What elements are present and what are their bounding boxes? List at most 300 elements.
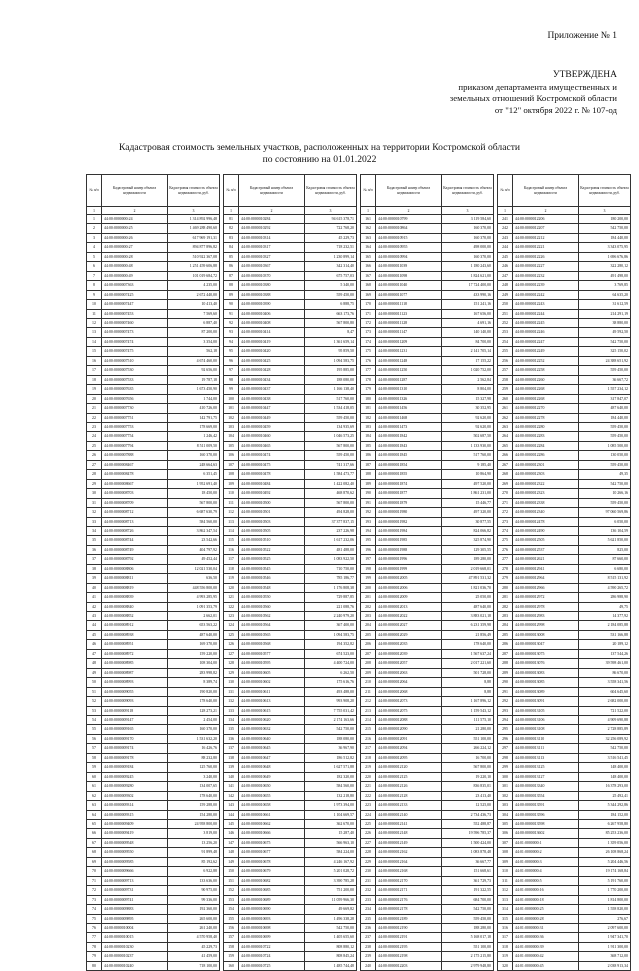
cadastral-number: 44:00:0000008467: [102, 460, 168, 469]
cadastral-value: 8,88: [442, 678, 494, 687]
table-row: [87, 829, 220, 838]
row-number: 305: [498, 820, 513, 829]
cadastral-value: 90 975,00: [168, 886, 220, 895]
cadastral-number: 44:00:0000012198: [376, 952, 442, 961]
cadastral-number: 44:00:0000010367: [239, 262, 305, 271]
row-number: 280: [498, 583, 513, 592]
cadastral-value: 32 256 089,92: [579, 734, 631, 743]
table-row: [498, 905, 631, 914]
row-number: 122: [224, 602, 239, 611]
cadastral-value: 160 370,00: [442, 224, 494, 233]
row-number: 186: [361, 451, 376, 460]
table-row: [224, 347, 357, 356]
table-row: [87, 687, 220, 696]
table-row: [224, 942, 357, 951]
cadastral-number: 44:00:0000010437: [239, 385, 305, 394]
cadastral-value: 4 993 285,95: [168, 593, 220, 602]
cadastral-number: 44:00:0000012022: [376, 612, 442, 621]
row-number: 178: [361, 375, 376, 384]
row-number: 80: [87, 961, 102, 970]
cadastral-number: 44:00:0000010722: [239, 942, 305, 951]
cadastral-value: 16 700,00: [442, 753, 494, 762]
cadastral-number: 44:00:0000012126: [376, 782, 442, 791]
row-number: 155: [224, 914, 239, 923]
table-row: [361, 356, 494, 365]
cadastral-number: 44:00:0000008938: [102, 630, 168, 639]
row-number: 168: [361, 281, 376, 290]
row-number: 281: [498, 593, 513, 602]
cadastral-value: 542 750,00: [305, 923, 357, 932]
row-number: 93: [224, 328, 239, 337]
table-row: [87, 791, 220, 800]
row-number: 202: [361, 602, 376, 611]
cadastral-number: 44:00:0000012013: [376, 602, 442, 611]
cadastral-value: 481 488,00: [305, 545, 357, 554]
table-row: [224, 441, 357, 450]
cadastral-number: 44:00:0000008726: [102, 526, 168, 535]
row-number: 21: [87, 404, 102, 413]
row-number: 181: [361, 404, 376, 413]
row-number: 313: [498, 895, 513, 904]
cadastral-value: 362 670,00: [305, 820, 357, 829]
table-row: [361, 526, 494, 535]
cadastral-value: 675 757,03: [305, 271, 357, 280]
table-row: [361, 630, 494, 639]
cadastral-value: 1 496 338,28: [305, 914, 357, 923]
cadastral-value: 10 266,16: [579, 489, 631, 498]
row-number: 78: [87, 942, 102, 951]
cadastral-number: 44:00:0000000:25: [102, 224, 168, 233]
row-number: 6: [87, 262, 102, 271]
table-row: [498, 347, 631, 356]
table-row: [224, 318, 357, 327]
cadastral-number: 44:00:0000012280: [513, 422, 579, 431]
cadastral-number: 44:00:0000010460: [239, 432, 305, 441]
table-row: [361, 933, 494, 942]
table-row: [87, 923, 220, 932]
cadastral-value: 12 525,00: [442, 801, 494, 810]
table-row: [361, 385, 494, 394]
cadastral-value: 128 273,21: [168, 706, 220, 715]
table-row: [498, 422, 631, 431]
table-row: [361, 460, 494, 469]
cadastral-number: 44:00:0000012301: [513, 460, 579, 469]
cadastral-value: 653 563,22: [168, 621, 220, 630]
row-number: 257: [498, 366, 513, 375]
row-number: 222: [361, 791, 376, 800]
row-number: 214: [361, 716, 376, 725]
table-row: [224, 432, 357, 441]
table-row: [498, 697, 631, 706]
cadastral-number: 44:00:0000012075: [376, 706, 442, 715]
table-row: [224, 772, 357, 781]
row-number: 303: [498, 801, 513, 810]
table-row: [361, 508, 494, 517]
cadastral-number: 44:00:0000010613: [239, 697, 305, 706]
row-number: 312: [498, 886, 513, 895]
cadastral-value: 13 256,20: [168, 838, 220, 847]
row-number: 58: [87, 753, 102, 762]
cadastral-number: 44:00:0000010568: [239, 640, 305, 649]
cadastral-number: 44:00:0000008993: [102, 678, 168, 687]
header-column-number: 1: [224, 207, 239, 215]
table-row: [87, 366, 220, 375]
cadastral-number: 44:00:0000010564: [239, 621, 305, 630]
cadastral-value: 729 887,85: [305, 593, 357, 602]
cadastral-value: 24 958 800,00: [168, 820, 220, 829]
row-number: 226: [361, 829, 376, 838]
table-row: [361, 479, 494, 488]
cadastral-number: 44:00:0000012206: [513, 215, 579, 224]
row-number: 101: [224, 404, 239, 413]
table-row: [498, 508, 631, 517]
row-number: 2: [87, 224, 102, 233]
cadastral-table-block: [360, 174, 494, 971]
cadastral-number: 44:01:0000000:2: [513, 848, 579, 857]
table-row: [87, 404, 220, 413]
cadastral-value: 741 317,66: [305, 460, 357, 469]
cadastral-value: 542 750,00: [579, 744, 631, 753]
cadastral-number: 44:00:0000010678: [239, 857, 305, 866]
cadastral-table-block: [86, 174, 220, 971]
cadastral-number: 44:00:0000007530: [102, 366, 168, 375]
cadastral-number: 44:00:0000008840: [102, 602, 168, 611]
row-number: 59: [87, 763, 102, 772]
row-number: 128: [224, 659, 239, 668]
row-number: 13: [87, 328, 102, 337]
cadastral-value: 8,47: [305, 328, 357, 337]
table-row: [224, 876, 357, 885]
cadastral-value: 501 728,00: [442, 668, 494, 677]
table-row: [361, 687, 494, 696]
table-row: [498, 961, 631, 970]
row-number: 65: [87, 820, 102, 829]
table-row: [87, 224, 220, 233]
cadastral-value: 1 159 543,12: [442, 706, 494, 715]
row-number: 135: [224, 725, 239, 734]
cadastral-value: 49,35: [579, 470, 631, 479]
cadastral-number: 44:00:0000009184: [102, 763, 168, 772]
cadastral-value: 2 662,01: [168, 612, 220, 621]
row-number: 56: [87, 734, 102, 743]
cadastral-value: 151 241,16: [442, 300, 494, 309]
cadastral-number: 44:00:0000012162: [376, 848, 442, 857]
row-number: 254: [498, 337, 513, 346]
cadastral-number: 44:00:0000010693: [239, 914, 305, 923]
cadastral-number: 44:00:0000012260: [513, 375, 579, 384]
table-row: [87, 838, 220, 847]
row-number: 276: [498, 545, 513, 554]
table-row: [498, 489, 631, 498]
cadastral-number: 44:00:0000007656: [102, 394, 168, 403]
cadastral-value: 559 450,00: [579, 432, 631, 441]
row-number: 315: [498, 914, 513, 923]
table-row: [498, 649, 631, 658]
cadastral-value: 6 922,88: [168, 867, 220, 876]
row-number: 97: [224, 366, 239, 375]
table-row: [361, 753, 494, 762]
table-row: [498, 716, 631, 725]
cadastral-value: 17 724 400,00: [442, 281, 494, 290]
row-number: 44: [87, 621, 102, 630]
cadastral-value: 1 230 899,14: [305, 252, 357, 261]
cadastral-number: 44:00:0000013111: [513, 744, 579, 753]
table-row: [224, 886, 357, 895]
cadastral-value: 1 911 300,00: [579, 942, 631, 951]
cadastral-number: 44:00:0000007510: [102, 356, 168, 365]
cadastral-value: 178 669,00: [168, 422, 220, 431]
cadastral-number: 44:00:0000012128: [376, 791, 442, 800]
table-row: [224, 716, 357, 725]
row-number: 161: [361, 215, 376, 224]
cadastral-value: 283 998,82: [168, 668, 220, 677]
row-number: 99: [224, 385, 239, 394]
cadastral-value: 86 670,00: [579, 668, 631, 677]
cadastral-value: 551 100,00: [442, 734, 494, 743]
cadastral-value: 8 511 009,50: [168, 441, 220, 450]
cadastral-value: 37 377 837,15: [305, 517, 357, 526]
row-number: 223: [361, 801, 376, 810]
table-row: [224, 829, 357, 838]
table-row: [224, 574, 357, 583]
cadastral-number: 44:01:0000000:25: [513, 905, 579, 914]
row-number: 253: [498, 328, 513, 337]
cadastral-value: 410 726,00: [168, 404, 220, 413]
table-row: [87, 593, 220, 602]
cadastral-value: 16 426,76: [168, 744, 220, 753]
cadastral-number: 44:00:0000011310: [376, 385, 442, 394]
row-number: 278: [498, 564, 513, 573]
row-number: 229: [361, 857, 376, 866]
cadastral-value: 684 700,00: [442, 895, 494, 904]
cadastral-number: 44:00:0000012063: [376, 668, 442, 677]
cadastral-number: 44:00:0000010645: [239, 744, 305, 753]
cadastral-number: 44:00:0000012998: [513, 621, 579, 630]
table-row: [361, 763, 494, 772]
cadastral-value: 132 218,80: [305, 791, 357, 800]
table-row: [361, 829, 494, 838]
row-number: 27: [87, 460, 102, 469]
row-number: 221: [361, 782, 376, 791]
cadastral-value: 188 080,00: [305, 375, 357, 384]
cadastral-number: 44:00:0000010689: [239, 895, 305, 904]
cadastral-number: 44:00:0000012190: [376, 923, 442, 932]
row-number: 142: [224, 791, 239, 800]
cadastral-number: 44:00:0000011326: [376, 394, 442, 403]
table-row: [361, 375, 494, 384]
row-number: 17: [87, 366, 102, 375]
cadastral-number: 44:00:0000010505: [239, 526, 305, 535]
table-row: [361, 791, 494, 800]
row-number: 212: [361, 697, 376, 706]
cadastral-number: 44:00:0000011843: [376, 441, 442, 450]
table-row: [87, 952, 220, 961]
table-row: [87, 810, 220, 819]
cadastral-value: 3 819,00: [168, 829, 220, 838]
cadastral-value: 31 612,59: [579, 300, 631, 309]
cadastral-number: 44:00:0000011118: [376, 300, 442, 309]
row-number: 32: [87, 508, 102, 517]
row-number: 25: [87, 441, 102, 450]
table-row: [224, 394, 357, 403]
row-number: 150: [224, 867, 239, 876]
table-row: [498, 243, 631, 252]
row-number: 55: [87, 725, 102, 734]
row-number: 218: [361, 753, 376, 762]
cadastral-number: 44:00:0000010615: [239, 706, 305, 715]
row-number: 297: [498, 744, 513, 753]
table-row: [361, 593, 494, 602]
table-row: [498, 942, 631, 951]
header-column-number: 2: [102, 207, 168, 215]
table-row: [87, 857, 220, 866]
cadastral-value: 21 856,49: [442, 630, 494, 639]
cadastral-number: 44:00:0000011231: [376, 347, 442, 356]
cadastral-value: 136 104,59: [579, 526, 631, 535]
table-row: [498, 933, 631, 942]
cadastral-number: 44:00:0000008712: [102, 508, 168, 517]
cadastral-number: 44:00:0000011999: [376, 564, 442, 573]
approval-line-1: приказом департамента имущественных и: [458, 81, 617, 92]
cadastral-number: 44:00:0000011128: [376, 318, 442, 327]
table-row: [498, 782, 631, 791]
table-row: [87, 498, 220, 507]
table-row: [224, 460, 357, 469]
table-row: [87, 385, 220, 394]
cadastral-value: 517 760,00: [442, 451, 494, 460]
cadastral-number: 44:00:0000010611: [239, 687, 305, 696]
row-number: 143: [224, 801, 239, 810]
row-number: 87: [224, 271, 239, 280]
cadastral-number: 44:00:0000010620: [239, 716, 305, 725]
cadastral-value: 836 835,01: [442, 782, 494, 791]
table-row: [361, 300, 494, 309]
cadastral-number: 44:00:0000012244: [513, 309, 579, 318]
table-row: [87, 555, 220, 564]
cadastral-number: 44:00:0000009585: [102, 857, 168, 866]
cadastral-value: 1 361 659,14: [305, 337, 357, 346]
cadastral-value: 3 883 021,18: [442, 612, 494, 621]
table-row: [361, 441, 494, 450]
cadastral-value: 151 668,61: [442, 867, 494, 876]
table-row: [87, 630, 220, 639]
row-number: 151: [224, 876, 239, 885]
cadastral-number: 44:00:0000010525: [239, 555, 305, 564]
row-number: 104: [224, 432, 239, 441]
cadastral-value: 21 280,00: [442, 725, 494, 734]
table-row: [87, 697, 220, 706]
cadastral-number: 44:00:0000010661: [239, 810, 305, 819]
cadastral-value: 1 821 036,70: [442, 583, 494, 592]
cadastral-value: 17 155,22: [442, 356, 494, 365]
cadastral-value: 49 669,82: [305, 905, 357, 914]
cadastral-number: 44:00:0000008806: [102, 564, 168, 573]
row-number: 206: [361, 640, 376, 649]
cadastral-number: 44:00:0000007363: [102, 281, 168, 290]
approval-heading: УТВЕРЖДЕНА: [552, 70, 617, 80]
cadastral-number: 44:00:0000012133: [376, 801, 442, 810]
table-row: [87, 262, 220, 271]
table-row: [361, 290, 494, 299]
row-number: 141: [224, 782, 239, 791]
row-number: 318: [498, 942, 513, 951]
table-row: [498, 725, 631, 734]
cadastral-number: 44:00:0000010725: [239, 961, 305, 970]
table-row: [498, 829, 631, 838]
row-number: 112: [224, 508, 239, 517]
cadastral-value: 160 370,00: [168, 725, 220, 734]
table-row: [224, 517, 357, 526]
cadastral-number: 44:00:0000012303: [513, 470, 579, 479]
cadastral-number: 44:01:0000000:45: [513, 961, 579, 970]
cadastral-number: 44:00:0000010237: [102, 952, 168, 961]
cadastral-number: 44:00:0000009315: [102, 810, 168, 819]
cadastral-number: 44:00:0000010503: [239, 517, 305, 526]
row-number: 268: [498, 470, 513, 479]
header-number: № п/п: [87, 175, 102, 207]
table-row: [87, 356, 220, 365]
row-number: 138: [224, 753, 239, 762]
cadastral-number: 44:00:0000010662: [239, 820, 305, 829]
cadastral-value: 261 240,00: [168, 923, 220, 932]
row-number: 192: [361, 508, 376, 517]
table-row: [498, 470, 631, 479]
cadastral-value: 1 744,00: [168, 394, 220, 403]
cadastral-number: 44:00:0000010314: [239, 233, 305, 242]
cadastral-number: 44:00:0000012095: [376, 753, 442, 762]
table-row: [498, 215, 631, 224]
cadastral-number: 44:00:0000011984: [376, 526, 442, 535]
cadastral-value: 1 094 583,75: [305, 630, 357, 639]
table-row: [87, 744, 220, 753]
cadastral-number: 44:00:0000012171: [376, 886, 442, 895]
row-number: 185: [361, 441, 376, 450]
table-row: [87, 933, 220, 942]
cadastral-number: 44:00:0000010565: [239, 630, 305, 639]
cadastral-value: 14 377,92: [579, 612, 631, 621]
row-number: 29: [87, 479, 102, 488]
cadastral-value: 322 280,12: [579, 262, 631, 271]
table-row: [87, 526, 220, 535]
row-number: 19: [87, 385, 102, 394]
cadastral-number: 44:00:0000007754: [102, 432, 168, 441]
row-number: 60: [87, 772, 102, 781]
cadastral-value: 584 560,00: [168, 517, 220, 526]
table-row: [361, 649, 494, 658]
row-number: 271: [498, 498, 513, 507]
cadastral-value: 2 038 913,34: [579, 961, 631, 970]
cadastral-value: 1 405 655,60: [305, 933, 357, 942]
header-column-number: 2: [513, 207, 579, 215]
cadastral-number: 44:00:0000013105: [513, 706, 579, 715]
cadastral-number: 44:00:0000009245: [102, 772, 168, 781]
row-number: 236: [361, 923, 376, 932]
row-number: 160: [224, 961, 239, 970]
cadastral-number: 44:00:0000009055: [102, 687, 168, 696]
row-number: 308: [498, 848, 513, 857]
cadastral-number: 44:00:0000007794: [102, 441, 168, 450]
cadastral-value: 94 615 378,71: [305, 215, 357, 224]
table-row: [224, 744, 357, 753]
cadastral-number: 44:00:0000012268: [513, 385, 579, 394]
cadastral-number: 44:00:0000012478: [513, 517, 579, 526]
table-row: [224, 545, 357, 554]
row-number: 4: [87, 243, 102, 252]
cadastral-number: 44:00:0000008744: [102, 536, 168, 545]
table-row: [361, 347, 494, 356]
table-row: [361, 612, 494, 621]
table-row: [361, 952, 494, 961]
